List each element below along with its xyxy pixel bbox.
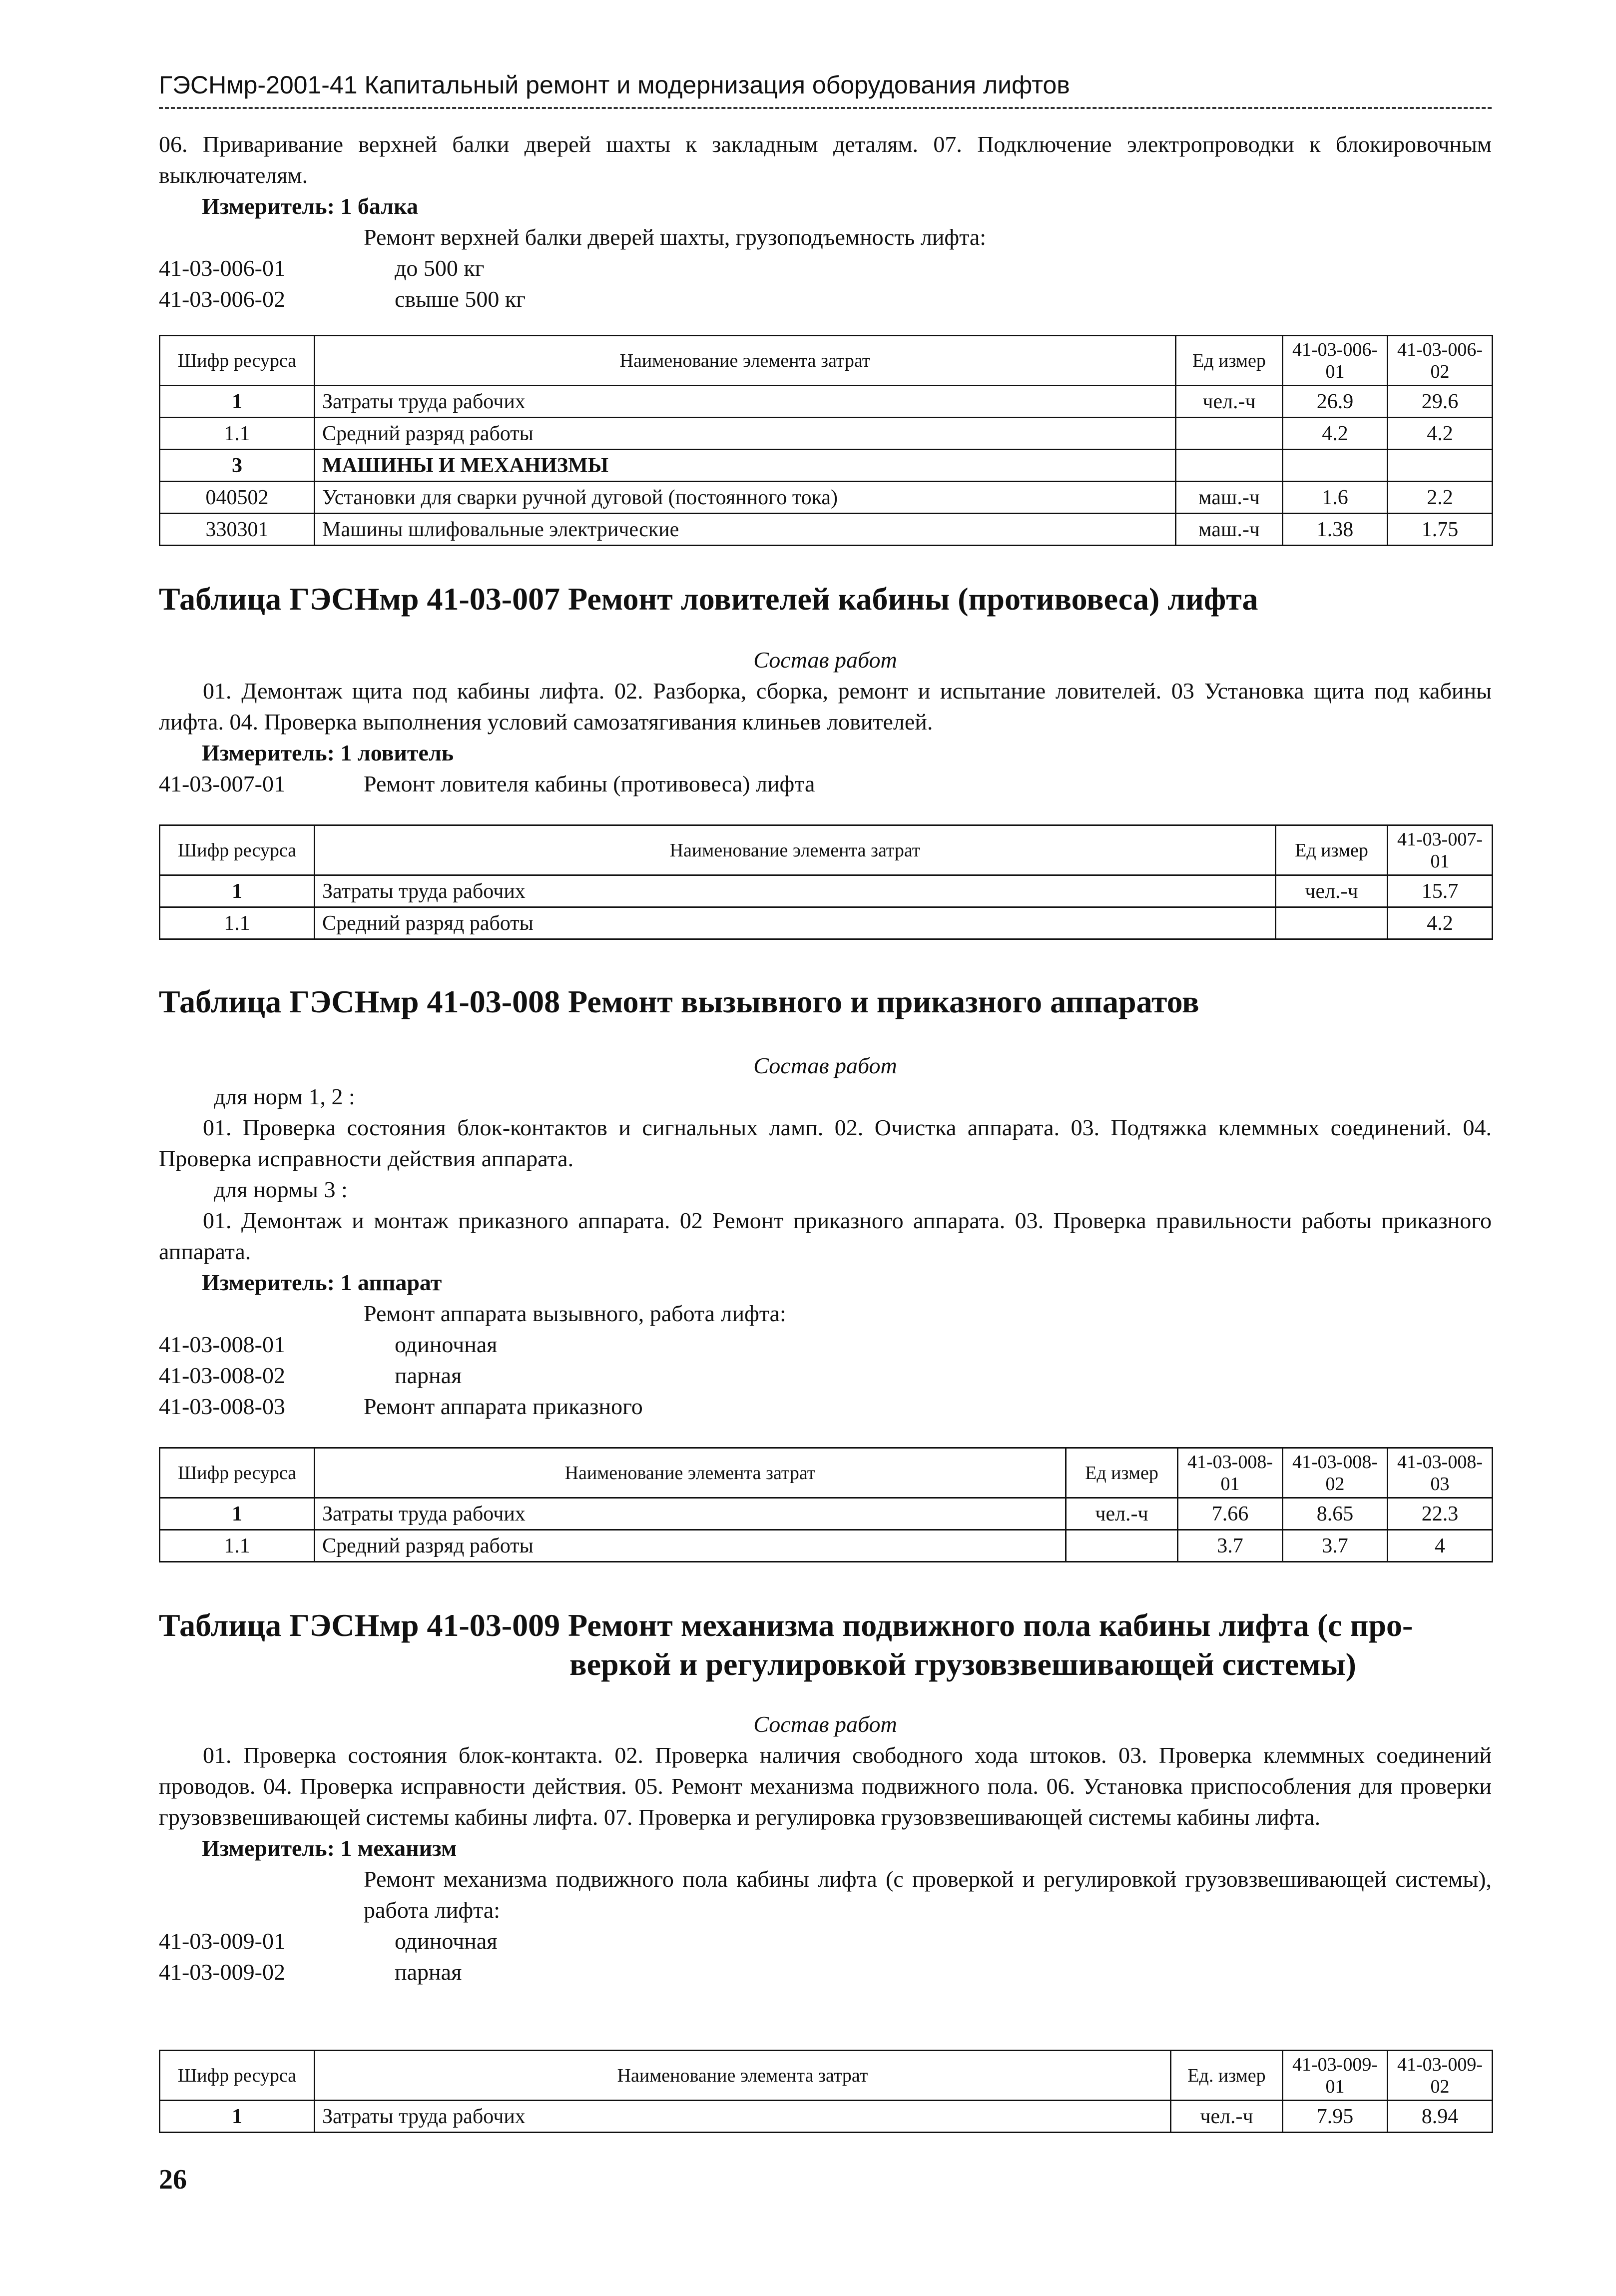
meter-line	[159, 1267, 1492, 1298]
table-row: 1 Затраты труда рабочих чел.-ч 26.9 29.6	[160, 386, 1493, 418]
work-description: 06. Приваривание верхней балки дверей шахты к закладным деталям. 07. Подключение электропроводки к блокировочным выключателям.	[159, 131, 1492, 188]
norms-note: для нормы 3 :	[214, 1177, 348, 1202]
meter-value: 1 аппарат	[340, 1270, 442, 1295]
running-header: ГЭСНмр-2001-41 Капитальный ремонт и модернизация оборудования лифтов	[159, 71, 1070, 99]
norm-item: 41-03-008-03 Ремонт аппарата приказного	[159, 1394, 643, 1419]
meter-line	[159, 191, 1492, 222]
table-row: 3 МАШИНЫ И МЕХАНИЗМЫ	[160, 450, 1493, 482]
norm-item: 41-03-008-02 парная	[159, 1363, 462, 1388]
section-007-text	[159, 645, 1492, 799]
meter-value: 1 балка	[340, 193, 418, 219]
work-description: 01. Демонтаж и монтаж приказного аппарата. 02 Ремонт приказного аппарата. 03. Проверка правильности работы приказного аппарата.	[159, 1208, 1492, 1264]
cost-table-008	[159, 1447, 1493, 1562]
meter-label: Измеритель:	[202, 1270, 335, 1295]
cost-table-009	[159, 2050, 1493, 2133]
cost-table-007	[159, 824, 1493, 940]
section-009-text	[159, 1709, 1492, 1988]
meter-label: Измеритель:	[202, 1835, 335, 1861]
table-row: 040502 Установки для сварки ручной дуговой (постоянного тока) маш.-ч 1.6 2.2	[160, 482, 1493, 514]
section-title-008: Таблица ГЭСНмр 41-03-008 Ремонт вызывного и приказного аппаратов	[159, 984, 1199, 1019]
norm-lead: Ремонт механизма подвижного пола кабины лифта (с проверкой и регулировкой грузовзвешивающей системы), работа лифта:	[364, 1866, 1492, 1923]
norm-item: 41-03-008-01 одиночная	[159, 1332, 498, 1357]
section-title-009-line2: веркой и регулировкой грузовзвешивающей системы)	[569, 1646, 1356, 1682]
table-row: 1 Затраты труда рабочих чел.-ч 7.66 8.65 22.3	[160, 1498, 1493, 1530]
meter-line	[159, 1833, 1492, 1864]
meter-value: 1 ловитель	[340, 740, 454, 765]
norm-item: 41-03-009-02 парная	[159, 1959, 462, 1985]
table-header-row: Шифр ресурса Наименование элемента затрат Ед измер 41-03-008-01 41-03-008-02 41-03-008-03	[160, 1448, 1493, 1498]
work-composition-heading: Состав работ	[753, 647, 897, 673]
table-row: 1 Затраты труда рабочих чел.-ч 15.7	[160, 875, 1493, 907]
table-header-row: Шифр ресурса Наименование элемента затрат Ед измер 41-03-006-01 41-03-006-02	[160, 336, 1493, 386]
table-row: 1 Затраты труда рабочих чел.-ч 7.95 8.94	[160, 2101, 1493, 2133]
norm-lead: Ремонт верхней балки дверей шахты, грузоподъемность лифта:	[364, 224, 987, 250]
section-title-007: Таблица ГЭСНмр 41-03-007 Ремонт ловителей кабины (противовеса) лифта	[159, 581, 1258, 617]
header-rule	[159, 107, 1492, 109]
norm-item: 41-03-006-02 свыше 500 кг	[159, 286, 526, 312]
meter-line	[159, 738, 1492, 768]
table-row: 1.1 Средний разряд работы 4.2 4.2	[160, 418, 1493, 450]
section-008-text	[159, 1050, 1492, 1422]
norm-lead: Ремонт аппарата вызывного, работа лифта:	[364, 1301, 786, 1326]
table-header-row: Шифр ресурса Наименование элемента затрат Ед измер 41-03-007-01	[160, 825, 1493, 875]
meter-value: 1 механизм	[340, 1835, 457, 1861]
section-006-text	[159, 129, 1492, 315]
table-row: 1.1 Средний разряд работы 3.7 3.7 4	[160, 1530, 1493, 1562]
work-description: 01. Демонтаж щита под кабины лифта. 02. Разборка, сборка, ремонт и испытание ловителей. 03 Установка щита под кабины лифта. 04. Проверка выполнения условий самозатягивания клиньев ловителей.	[159, 678, 1492, 735]
norms-note: для норм 1, 2 :	[214, 1084, 355, 1109]
page-number: 26	[159, 2164, 187, 2195]
cost-table-006	[159, 335, 1493, 546]
work-composition-heading: Состав работ	[753, 1053, 897, 1078]
work-composition-heading: Состав работ	[753, 1711, 897, 1737]
section-title-009: Таблица ГЭСНмр 41-03-009 Ремонт механизма подвижного пола кабины лифта (с про-	[159, 1607, 1413, 1643]
work-description: 01. Проверка состояния блок-контактов и сигнальных ламп. 02. Очистка аппарата. 03. Подтяжка клеммных соединений. 04. Проверка исправности действия аппарата.	[159, 1115, 1492, 1171]
table-header-row: Шифр ресурса Наименование элемента затрат Ед. измер 41-03-009-01 41-03-009-02	[160, 2051, 1493, 2101]
norm-item: 41-03-007-01 Ремонт ловителя кабины (противовеса) лифта	[159, 771, 815, 796]
meter-label: Измеритель:	[202, 740, 335, 765]
norm-item: 41-03-006-01 до 500 кг	[159, 255, 485, 281]
meter-label: Измеритель:	[202, 193, 335, 219]
norm-item: 41-03-009-01 одиночная	[159, 1928, 498, 1954]
table-row: 1.1 Средний разряд работы 4.2	[160, 907, 1493, 939]
work-description: 01. Проверка состояния блок-контакта. 02. Проверка наличия свободного хода штоков. 03. Проверка клеммных соединений проводов. 04. Проверка исправности действия. 05. Ремонт механизма подвижного пола. 06. Установка приспособления для проверки грузовзвешивающей системы кабины лифта. 07. Проверка и регулировка грузовзвешивающей системы кабины лифта.	[159, 1742, 1492, 1830]
table-row: 330301 Машины шлифовальные электрические маш.-ч 1.38 1.75	[160, 514, 1493, 546]
